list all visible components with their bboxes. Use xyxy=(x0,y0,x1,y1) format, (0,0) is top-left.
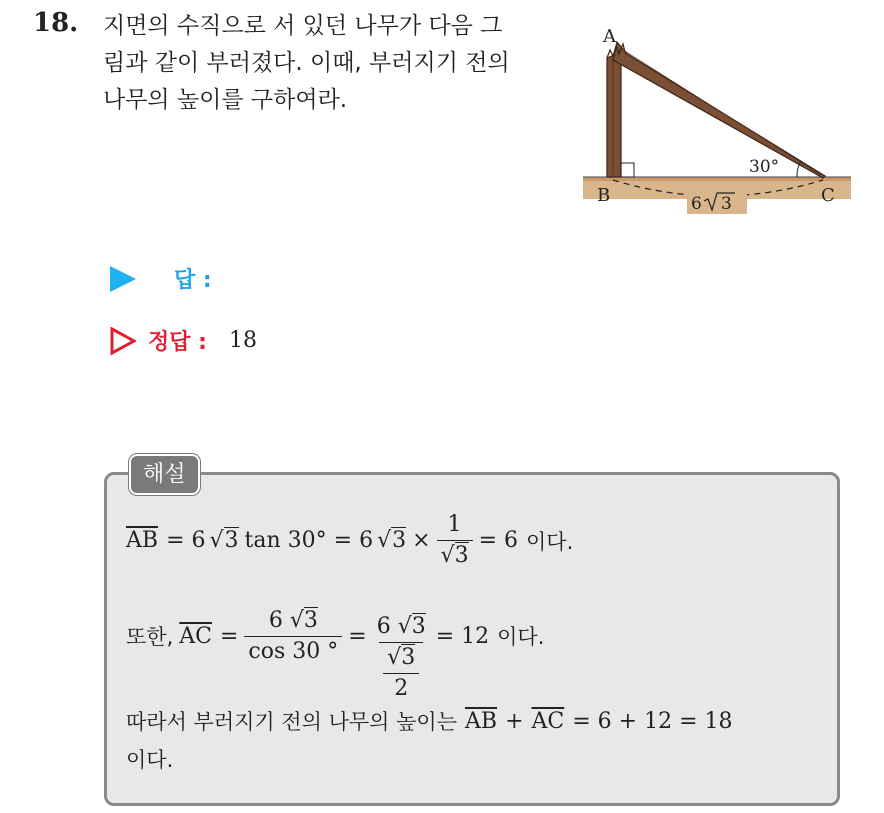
times-sign: × xyxy=(412,528,431,553)
problem-line-3: 나무의 높이를 구하여라. xyxy=(103,87,348,113)
eq-sign: = xyxy=(348,623,367,649)
plus-sign: + xyxy=(505,708,524,734)
correct-label: 정답 : xyxy=(148,330,207,355)
tree-trunk-standing xyxy=(607,52,621,177)
outline-triangle-icon xyxy=(110,327,136,355)
correct-value: 18 xyxy=(228,328,257,353)
solution-line-3 xyxy=(126,706,733,736)
lead-text: 또한, xyxy=(126,625,174,649)
tail-text: 이다. xyxy=(497,625,545,649)
base-rad: 3 xyxy=(721,194,732,214)
eq-text: = 12 xyxy=(435,623,490,649)
tan-text: tan 30° = 6 xyxy=(244,528,374,553)
conclusion-text: 따라서 부러지기 전의 나무의 높이는 xyxy=(126,710,457,734)
solution-line-4 xyxy=(126,744,173,774)
tail-text: 이다. xyxy=(526,529,574,554)
right-angle-mark xyxy=(621,163,634,177)
fraction-6sqrt3-over-cos30: $\frac{6 √3}{\cos 30 ^\circ}$ xyxy=(244,606,342,667)
label-c: C xyxy=(821,185,835,206)
segment-ab: $\overline{AB}$ xyxy=(126,528,159,553)
segment-ac: $\overline{AC}$ xyxy=(179,623,212,649)
result-text: = 6 + 12 = 18 xyxy=(572,708,733,734)
ground-shade xyxy=(583,177,851,181)
label-b: B xyxy=(597,185,611,206)
problem-text xyxy=(103,8,563,119)
answer-row xyxy=(110,263,212,294)
solution-line-2 xyxy=(126,590,545,701)
solution-tag: 해설 xyxy=(129,454,200,495)
play-triangle-icon xyxy=(110,266,136,292)
eq-text: = 6 xyxy=(478,528,518,553)
sqrt-3: √3 xyxy=(209,528,239,553)
segment-ab: $\overline{AB}$ xyxy=(465,708,498,734)
label-a: A xyxy=(603,26,616,47)
tail-text: 이다. xyxy=(126,748,174,772)
broken-tree-figure xyxy=(583,20,853,220)
problem-number: 18. xyxy=(33,8,79,38)
segment-ac: $\overline{AC}$ xyxy=(531,708,565,734)
fraction-6sqrt3-over-sqrt3half: 6 √3 √3 2 xyxy=(373,612,430,704)
correct-answer-row xyxy=(110,325,257,356)
sqrt-3: √3 xyxy=(377,528,407,553)
base-coef: 6 xyxy=(691,194,702,214)
answer-label: 답 : xyxy=(174,268,212,293)
problem-line-1: 지면의 수직으로 서 있던 나무가 다음 그 xyxy=(103,13,503,39)
solution-line-1 xyxy=(126,510,573,571)
problem-line-2: 림과 같이 부러졌다. 이때, 부러지기 전의 xyxy=(103,50,510,76)
eq-text: = 6 xyxy=(166,528,206,553)
fraction-1-over-sqrt3: $\frac{1}{√3}$ xyxy=(437,510,473,571)
angle-label: 30° xyxy=(749,157,780,177)
eq-sign: = xyxy=(219,623,239,649)
